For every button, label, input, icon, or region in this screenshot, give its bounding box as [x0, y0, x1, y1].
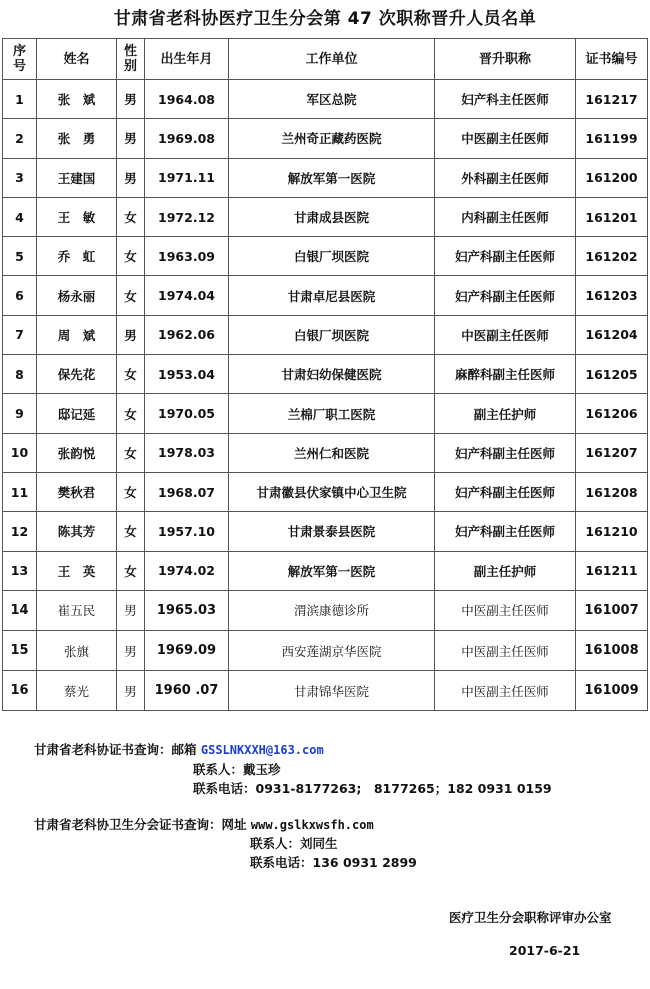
cell-index: 13: [3, 551, 37, 590]
cell-index: 3: [3, 158, 37, 197]
branch-query-line: [34, 815, 374, 833]
cell-name: 蔡光: [37, 671, 117, 711]
table-header-row: [3, 39, 648, 80]
cell-title: 中医副主任医师: [435, 671, 576, 711]
cell-dob: 1969.09: [145, 631, 229, 671]
cell-unit: 甘肃成县医院: [229, 197, 435, 236]
cell-index: 2: [3, 119, 37, 158]
cell-index: 4: [3, 197, 37, 236]
cell-cert: 161201: [576, 197, 648, 236]
cell-gender: 男: [117, 671, 145, 711]
cell-unit: 渭滨康德诊所: [229, 590, 435, 630]
cell-gender: 女: [117, 472, 145, 511]
cell-title: 中医副主任医师: [435, 631, 576, 671]
cell-dob: 1978.03: [145, 433, 229, 472]
cell-gender: 男: [117, 590, 145, 630]
issuing-office: 医疗卫生分会职称评审办公室: [449, 910, 612, 925]
table-row: [3, 80, 648, 119]
cell-name: 王建国: [37, 158, 117, 197]
table-row: [3, 119, 648, 158]
cell-title: 内科副主任医师: [435, 197, 576, 236]
cell-name: 张韵悦: [37, 433, 117, 472]
cell-cert: 161217: [576, 80, 648, 119]
cell-title: 妇产科副主任医师: [435, 276, 576, 315]
cell-cert: 161008: [576, 631, 648, 671]
cell-name: 张 斌: [37, 80, 117, 119]
cell-index: 16: [3, 671, 37, 711]
cell-gender: 女: [117, 512, 145, 551]
cell-unit: 军区总院: [229, 80, 435, 119]
cell-cert: 161211: [576, 551, 648, 590]
cell-dob: 1969.08: [145, 119, 229, 158]
table-row: [3, 551, 648, 590]
cell-unit: 白银厂坝医院: [229, 315, 435, 354]
cell-cert: 161210: [576, 512, 648, 551]
cell-cert: 161208: [576, 472, 648, 511]
header-cert: 证书编号: [576, 39, 648, 80]
cell-dob: 1974.02: [145, 551, 229, 590]
cell-unit: 兰州奇正藏药医院: [229, 119, 435, 158]
cell-gender: 女: [117, 197, 145, 236]
cell-gender: 男: [117, 631, 145, 671]
cell-index: 5: [3, 237, 37, 276]
branch-website-link[interactable]: www.gslkxwsfh.com: [250, 818, 374, 832]
cell-title: 中医副主任医师: [435, 315, 576, 354]
cell-gender: 男: [117, 119, 145, 158]
issue-date: 2017-6-21: [509, 943, 581, 958]
cell-cert: 161007: [576, 590, 648, 630]
cell-gender: 男: [117, 158, 145, 197]
cell-cert: 161206: [576, 394, 648, 433]
cell-gender: 女: [117, 394, 145, 433]
cell-cert: 161204: [576, 315, 648, 354]
cell-cert: 161009: [576, 671, 648, 711]
assoc-query-line: [34, 740, 324, 758]
header-index: 序号: [3, 39, 37, 80]
cell-index: 14: [3, 590, 37, 630]
cell-name: 樊秋君: [37, 472, 117, 511]
table-row: [3, 631, 648, 671]
branch-phone: 联系电话：136 0931 2899: [250, 855, 417, 870]
cell-dob: 1971.11: [145, 158, 229, 197]
cell-name: 崔五民: [37, 590, 117, 630]
cell-cert: 161199: [576, 119, 648, 158]
cell-index: 9: [3, 394, 37, 433]
cell-title: 妇产科副主任医师: [435, 433, 576, 472]
cell-gender: 女: [117, 237, 145, 276]
header-name: 姓名: [37, 39, 117, 80]
cell-name: 王 英: [37, 551, 117, 590]
cell-title: 妇产科副主任医师: [435, 237, 576, 276]
cell-dob: 1965.03: [145, 590, 229, 630]
branch-contact: 联系人：刘同生: [250, 836, 338, 851]
branch-query-label: 甘肃省老科协卫生分会证书查询：网址: [34, 817, 247, 832]
cell-unit: 甘肃锦华医院: [229, 671, 435, 711]
cell-title: 副主任护师: [435, 394, 576, 433]
roster-table: [2, 38, 648, 711]
cell-cert: 161203: [576, 276, 648, 315]
document-title: 甘肃省老科协医疗卫生分会第 47 次职称晋升人员名单: [113, 9, 537, 29]
cell-gender: 女: [117, 551, 145, 590]
cell-dob: 1968.07: [145, 472, 229, 511]
cell-index: 6: [3, 276, 37, 315]
cell-unit: 甘肃妇幼保健医院: [229, 355, 435, 394]
cell-cert: 161205: [576, 355, 648, 394]
assoc-contact: 联系人：戴玉珍: [193, 762, 281, 777]
cell-dob: 1964.08: [145, 80, 229, 119]
cell-unit: 甘肃景泰县医院: [229, 512, 435, 551]
cell-title: 中医副主任医师: [435, 590, 576, 630]
cell-gender: 男: [117, 315, 145, 354]
cell-unit: 甘肃卓尼县医院: [229, 276, 435, 315]
cell-title: 妇产科副主任医师: [435, 472, 576, 511]
cell-index: 7: [3, 315, 37, 354]
cell-gender: 女: [117, 433, 145, 472]
table-row: [3, 315, 648, 354]
table-row: [3, 355, 648, 394]
table-row: [3, 237, 648, 276]
table-row: [3, 433, 648, 472]
cell-name: 周 斌: [37, 315, 117, 354]
cell-title: 中医副主任医师: [435, 119, 576, 158]
cell-unit: 解放军第一医院: [229, 158, 435, 197]
assoc-email-link[interactable]: GSSLNKXXH@163.com: [200, 743, 324, 757]
assoc-phone: 联系电话：0931-8177263; 8177265；182 0931 0159: [193, 781, 552, 796]
table-row: [3, 671, 648, 711]
cell-dob: 1974.04: [145, 276, 229, 315]
table-row: [3, 158, 648, 197]
cell-dob: 1963.09: [145, 237, 229, 276]
cell-title: 妇产科主任医师: [435, 80, 576, 119]
assoc-query-label: 甘肃省老科协证书查询：邮箱: [34, 742, 197, 757]
cell-gender: 女: [117, 276, 145, 315]
cell-index: 12: [3, 512, 37, 551]
cell-index: 1: [3, 80, 37, 119]
cell-cert: 161200: [576, 158, 648, 197]
table-row: [3, 276, 648, 315]
cell-dob: 1960 .07: [145, 671, 229, 711]
cell-gender: 女: [117, 355, 145, 394]
cell-index: 15: [3, 631, 37, 671]
table-row: [3, 394, 648, 433]
cell-name: 王 敏: [37, 197, 117, 236]
header-gender: 性别: [117, 39, 145, 80]
cell-dob: 1957.10: [145, 512, 229, 551]
cell-name: 陈其芳: [37, 512, 117, 551]
cell-cert: 161202: [576, 237, 648, 276]
cell-title: 妇产科副主任医师: [435, 512, 576, 551]
cell-dob: 1962.06: [145, 315, 229, 354]
cell-unit: 解放军第一医院: [229, 551, 435, 590]
cell-title: 外科副主任医师: [435, 158, 576, 197]
cell-dob: 1953.04: [145, 355, 229, 394]
cell-name: 张旗: [37, 631, 117, 671]
roster-body: [3, 80, 648, 711]
cell-index: 10: [3, 433, 37, 472]
cell-name: 乔 虹: [37, 237, 117, 276]
cell-unit: 白银厂坝医院: [229, 237, 435, 276]
header-title: 晋升职称: [435, 39, 576, 80]
cell-index: 8: [3, 355, 37, 394]
cell-cert: 161207: [576, 433, 648, 472]
cell-gender: 男: [117, 80, 145, 119]
cell-name: 邸记延: [37, 394, 117, 433]
cell-title: 麻醉科副主任医师: [435, 355, 576, 394]
cell-unit: 甘肃徽县伏家镇中心卫生院: [229, 472, 435, 511]
table-row: [3, 512, 648, 551]
table-row: [3, 197, 648, 236]
cell-unit: 兰州仁和医院: [229, 433, 435, 472]
cell-title: 副主任护师: [435, 551, 576, 590]
table-row: [3, 590, 648, 630]
cell-name: 杨永丽: [37, 276, 117, 315]
cell-unit: 兰棉厂职工医院: [229, 394, 435, 433]
cell-name: 张 勇: [37, 119, 117, 158]
header-dob: 出生年月: [145, 39, 229, 80]
cell-dob: 1972.12: [145, 197, 229, 236]
header-unit: 工作单位: [229, 39, 435, 80]
cell-unit: 西安莲湖京华医院: [229, 631, 435, 671]
cell-dob: 1970.05: [145, 394, 229, 433]
cell-index: 11: [3, 472, 37, 511]
cell-name: 保先花: [37, 355, 117, 394]
table-row: [3, 472, 648, 511]
